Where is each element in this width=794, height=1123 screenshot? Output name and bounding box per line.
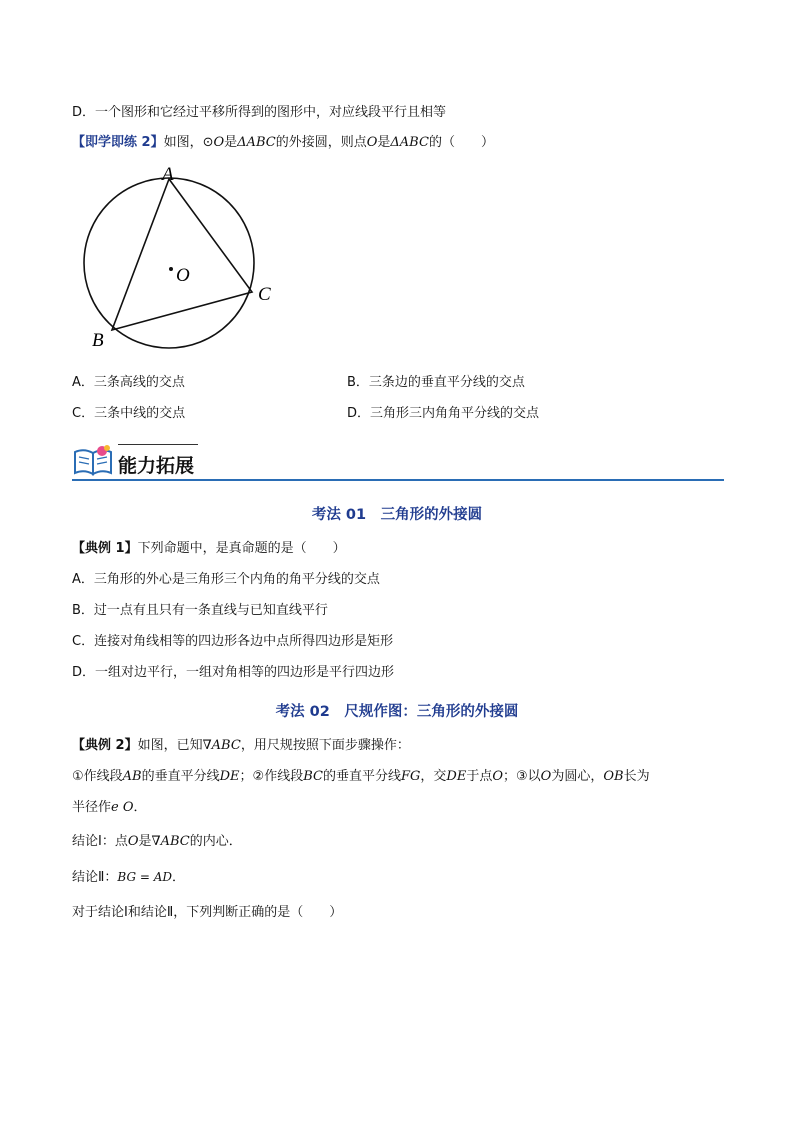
- q2-option-a: A．三条高线的交点: [72, 375, 185, 390]
- q2-text: 的外接圆，则点: [275, 135, 367, 150]
- q2-option-d: D．三角形三内角角平分线的交点: [347, 406, 540, 421]
- example-2-steps-line-2: [72, 799, 147, 817]
- step-math: DE: [219, 769, 240, 784]
- kaofa-02-title: 考法 02 尺规作图：三角形的外接圆: [275, 704, 519, 720]
- step-math: BC: [303, 769, 323, 784]
- step-math: AB: [122, 769, 142, 784]
- step-math: O: [492, 769, 503, 784]
- q2-circle-o: O: [213, 135, 225, 150]
- step-math: DE: [446, 769, 467, 784]
- conclusion-text: 的内心．: [189, 834, 242, 849]
- conclusion-math: O: [127, 834, 139, 849]
- q2-text: 是: [377, 135, 391, 150]
- example-2-judgement-question: 对于结论Ⅰ和结论Ⅱ，下列判断正确的是（ ）: [72, 905, 343, 920]
- label-a: A: [162, 164, 174, 185]
- q2-option-c: C．三条中线的交点: [72, 406, 186, 421]
- label-c: C: [258, 284, 271, 305]
- section-divider: [72, 479, 724, 481]
- q2-text: 的（ ）: [428, 135, 494, 150]
- conclusion-1: [72, 833, 242, 851]
- q2-triangle: ΔABC: [390, 135, 429, 150]
- conclusion-text: 结论Ⅰ：点: [72, 834, 128, 849]
- q2-option-b: B．三条边的垂直平分线的交点: [347, 375, 525, 390]
- step-text: 的垂直平分线: [322, 769, 401, 784]
- example-1-option-a: A．三角形的外心是三角形三个内角的角平分线的交点: [72, 572, 380, 587]
- conclusion-text: 结论Ⅱ：: [72, 870, 118, 885]
- triangle-abc: [112, 179, 252, 330]
- circumcircle: [84, 178, 254, 348]
- prev-option-d: D．一个图形和它经过平移所得到的图形中，对应线段平行且相等: [72, 105, 447, 120]
- step-math: OB: [603, 769, 624, 784]
- example-2-stem: 如图，已知: [137, 738, 203, 753]
- step-text: ①作线段: [72, 769, 123, 784]
- step-text: 的垂直平分线: [141, 769, 220, 784]
- step-text: ．: [133, 800, 147, 815]
- example-2-tag: 【典例 2】: [72, 738, 138, 753]
- step-text: ，交: [420, 769, 447, 784]
- example-1-question: [72, 540, 346, 558]
- conclusion-math: BG = AD: [117, 870, 173, 884]
- practice-2-question: [72, 134, 494, 152]
- label-b: B: [92, 330, 104, 351]
- step-math: FG: [400, 769, 421, 784]
- example-1-option-c: C．连接对角线相等的四边形各边中点所得四边形是矩形: [72, 634, 394, 649]
- step-text: 于点: [466, 769, 493, 784]
- step-text: 半径作: [72, 800, 112, 815]
- kaofa-01-title: 考法 01 三角形的外接圆: [311, 507, 483, 523]
- conclusion-math: ∇ABC: [151, 834, 190, 849]
- label-o: O: [176, 265, 190, 286]
- step-math: O: [540, 769, 552, 784]
- step-text: 长为: [623, 769, 650, 784]
- step-math: e O: [111, 800, 134, 815]
- q2-text: 如图，⊙: [163, 135, 214, 150]
- q2-point-o: O: [366, 135, 378, 150]
- circumcircle-figure: [72, 160, 292, 360]
- center-point: [169, 267, 173, 271]
- example-2-triangle: ∇ABC: [202, 738, 241, 753]
- step-text: ；③以: [503, 769, 541, 784]
- step-text: 为圆心，: [551, 769, 604, 784]
- practice-2-tag: 【即学即练 2】: [72, 135, 164, 150]
- example-1-option-d: D．一组对边平行，一组对角相等的四边形是平行四边形: [72, 665, 395, 680]
- example-1-stem: 下列命题中，是真命题的是（ ）: [137, 541, 346, 556]
- example-1-option-b: B．过一点有且只有一条直线与已知直线平行: [72, 603, 328, 618]
- q2-triangle: ΔABC: [237, 135, 276, 150]
- q2-text: 是: [224, 135, 238, 150]
- example-2-steps-line-1: [72, 768, 650, 786]
- section-overline: [118, 444, 198, 445]
- example-1-tag: 【典例 1】: [72, 541, 138, 556]
- section-title: 能力拓展: [118, 455, 195, 477]
- step-text: ；②作线段: [239, 769, 304, 784]
- conclusion-text: ．: [172, 870, 186, 885]
- conclusion-text: 是: [138, 834, 152, 849]
- conclusion-2: [72, 868, 185, 887]
- example-2-question: [72, 737, 410, 755]
- book-icon: [72, 444, 114, 478]
- example-2-stem: ，用尺规按照下面步骤操作：: [240, 738, 410, 753]
